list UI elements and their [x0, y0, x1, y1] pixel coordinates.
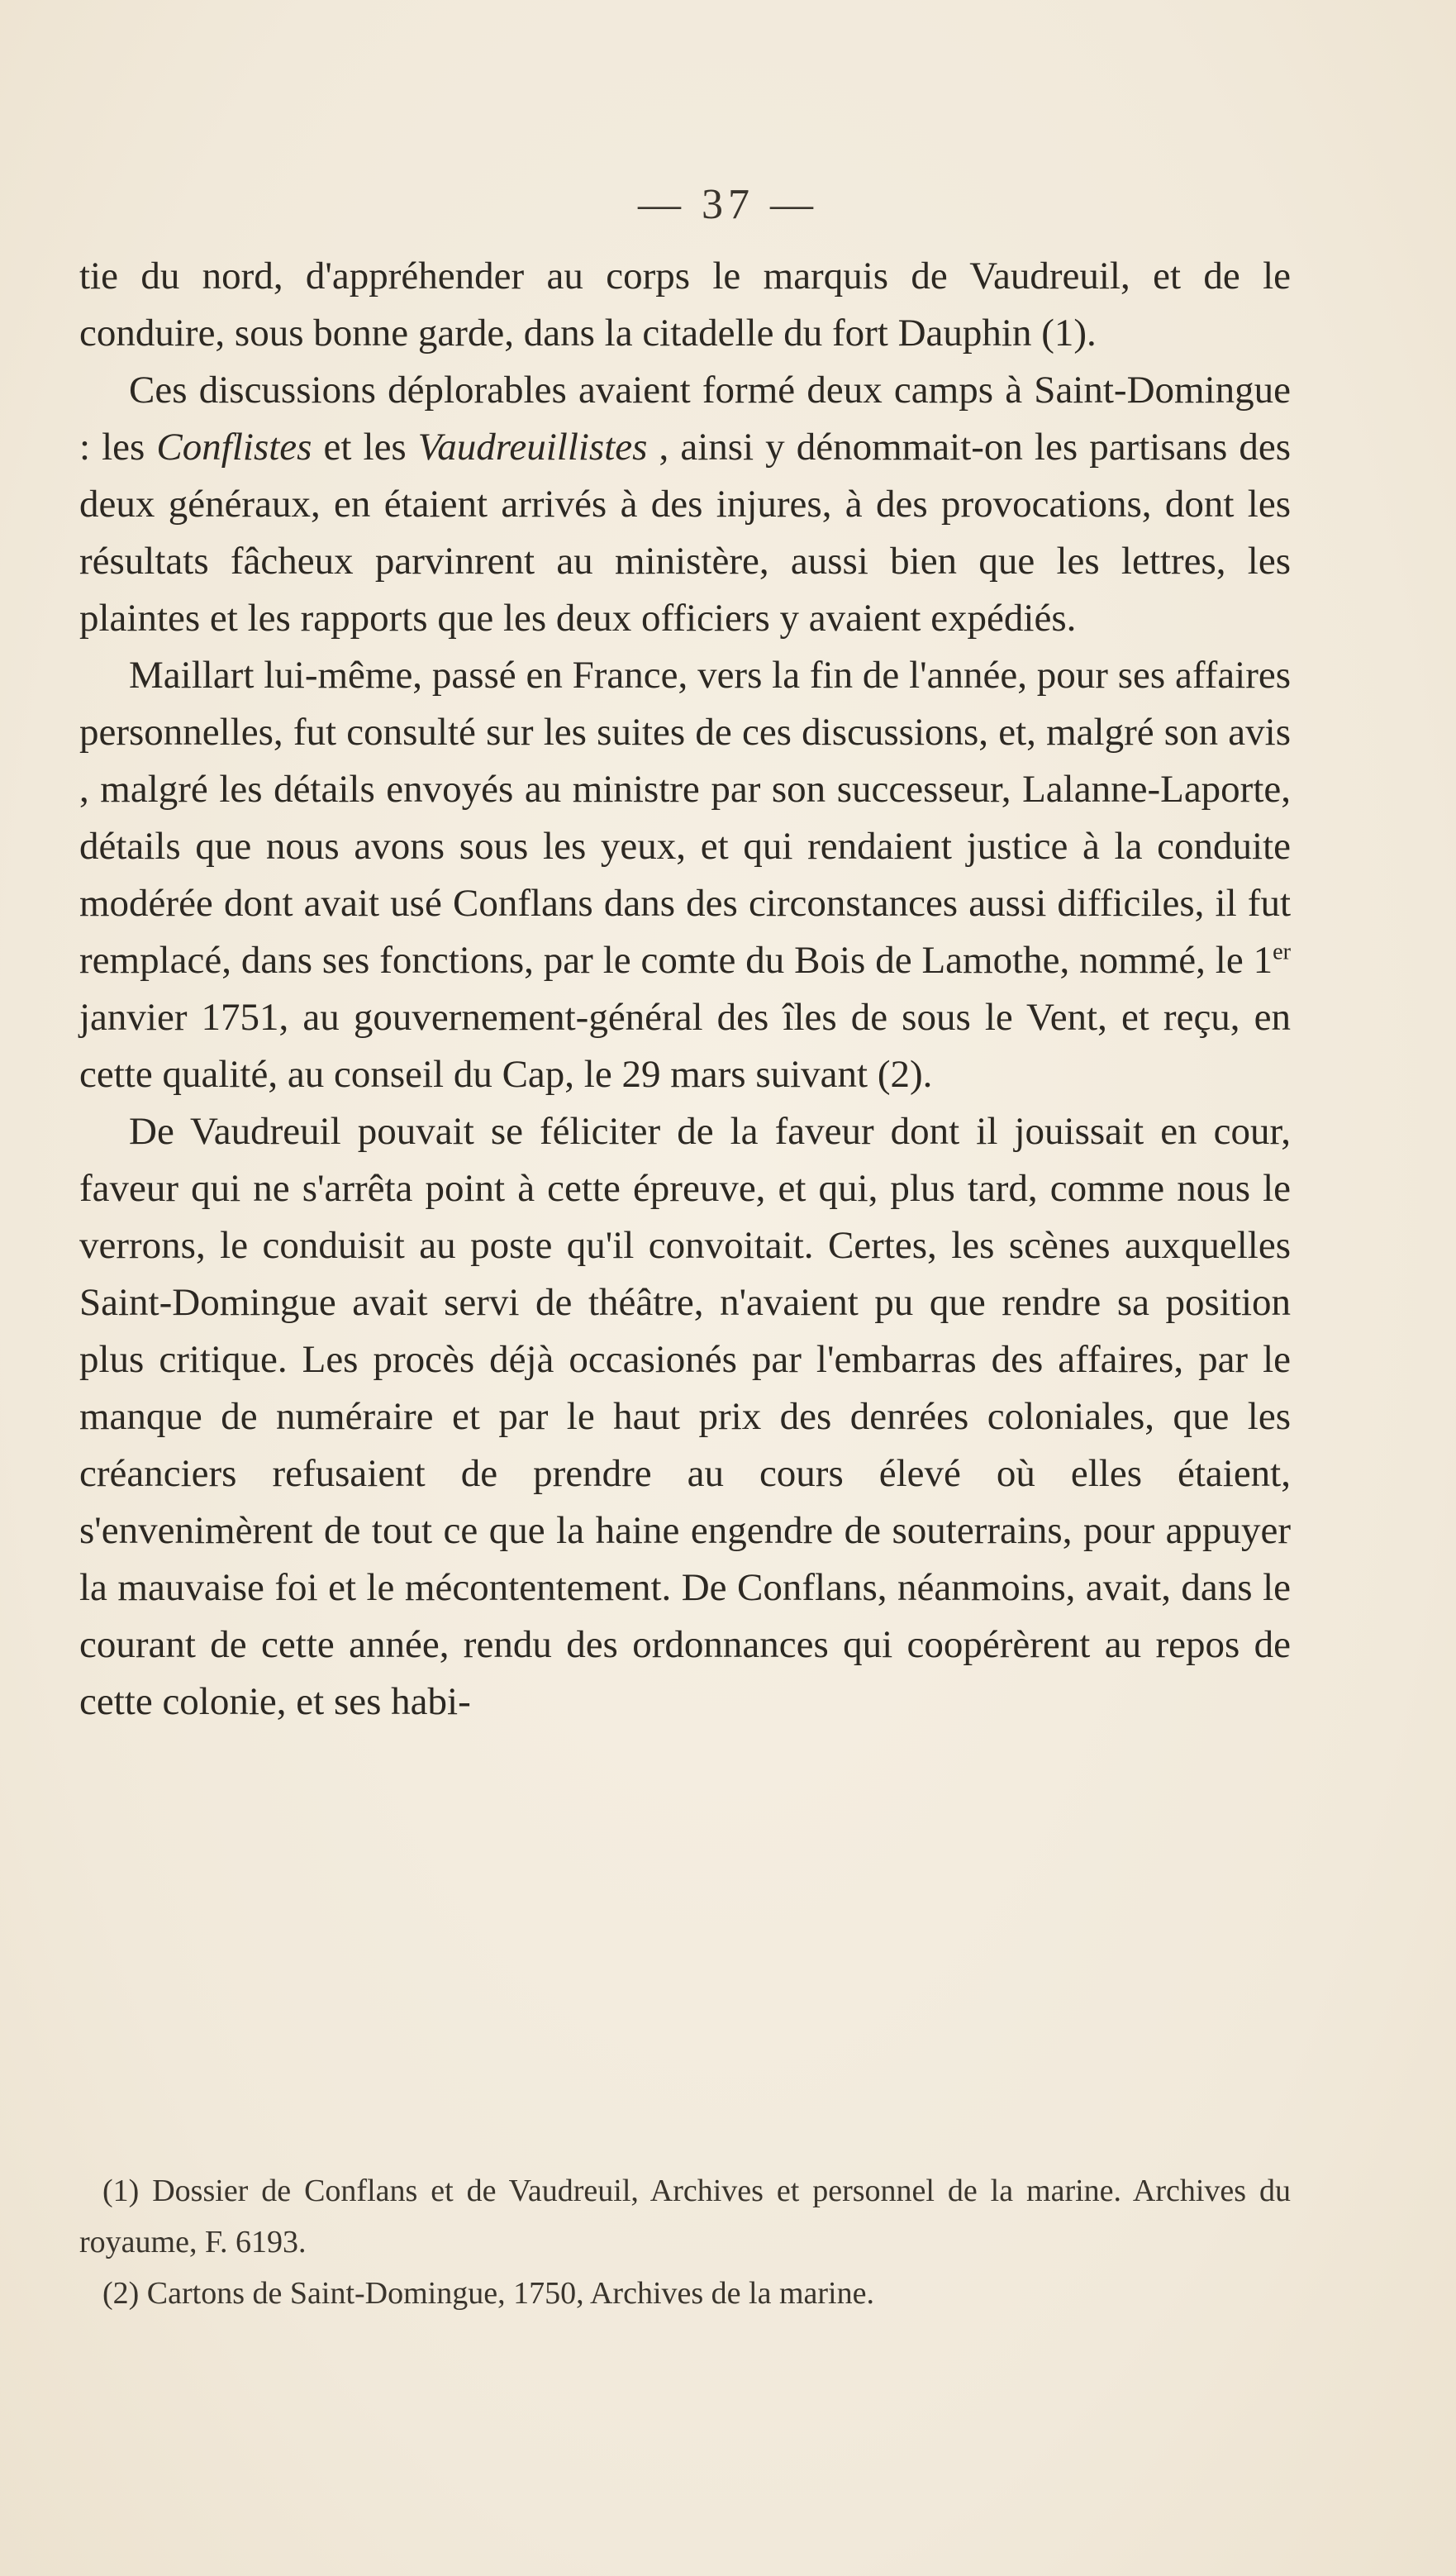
main-text — [79, 248, 1291, 1731]
paragraph-2-term-vaudreuillistes: Vaudreuillistes — [417, 426, 648, 469]
paragraph-1: tie du nord, d'appréhender au corps le marquis de Vaudreuil, et de le conduire, sous bonne garde, dans la citadelle du fort Dauphin (1). — [79, 255, 1291, 355]
paragraph-2-term-conflistes: Conflistes — [156, 426, 312, 469]
paragraph-2-part-c: , ainsi y dénommait-on les partisans des deux généraux, en étaient arrivés à des injures, à des provocations, dont les résultats fâcheux parvinrent au ministère, aussi bien que les lettres, les plaintes et les rapports que les deux officiers y avaient expédiés. — [79, 426, 1291, 640]
footnote-1: (1) Dossier de Conflans et de Vaudreuil, Archives et personnel de la marine. Archives du royaume, F. 6193. — [79, 2174, 1291, 2259]
paragraph-3 — [79, 647, 1291, 1103]
footnote-2: (2) Cartons de Saint-Domingue, 1750, Archives de la marine. — [102, 2276, 874, 2311]
paragraph-4: De Vaudreuil pouvait se féliciter de la faveur dont il jouissait en cour, faveur qui ne s'arrêta point à cette épreuve, et qui, plus tard, comme nous le verrons, le conduisit au poste qu'il convoitait. Certes, les scènes auxquelles Saint-Domingue avait servi de théâtre, n'avaient pu que rendre sa position plus critique. Les procès déjà occasionés par l'embarras des affaires, par le manque de numéraire et par le haut prix des denrées coloniales, que les créanciers refusaient de prendre au cours élevé où elles étaient, s'envenimèrent de tout ce que la haine engendre de souterrains, pour appuyer la mauvaise foi et le mécontentement. De Conflans, néanmoins, avait, dans le courant de cette année, rendu des ordonnances qui coopérèrent au repos de cette colonie, et ses habi- — [79, 1110, 1291, 1723]
paragraph-2 — [79, 362, 1291, 647]
paragraph-3-part-a: Maillart lui-même, passé en France, vers la fin de l'année, pour ses affaires personnelles, fut consulté sur les suites de ces discussions, et, malgré son avis , malgré les détails envoyés au ministre par son successeur, Lalanne-Laporte, détails que nous avons sous les yeux, et qui rendaient justice à la conduite modérée dont avait usé Conflans dans des circonstances aussi difficiles, il fut remplacé, dans ses fonctions, par le comte du Bois de Lamothe, nommé, le 1 — [79, 654, 1291, 982]
paragraph-3-part-b: janvier 1751, au gouvernement-général des îles de sous le Vent, et reçu, en cette qualité, au conseil du Cap, le 29 mars suivant (2). — [79, 996, 1291, 1096]
paragraph-2-part-a: Ces discussions déplorables avaient formé deux camps à Saint-Domingue : les — [79, 369, 1291, 469]
paragraph-2-part-b: et les — [312, 426, 418, 469]
footnotes — [79, 2165, 1291, 2319]
page-number: — 37 — — [638, 181, 818, 228]
paragraph-3-superscript: er — [1273, 939, 1291, 965]
